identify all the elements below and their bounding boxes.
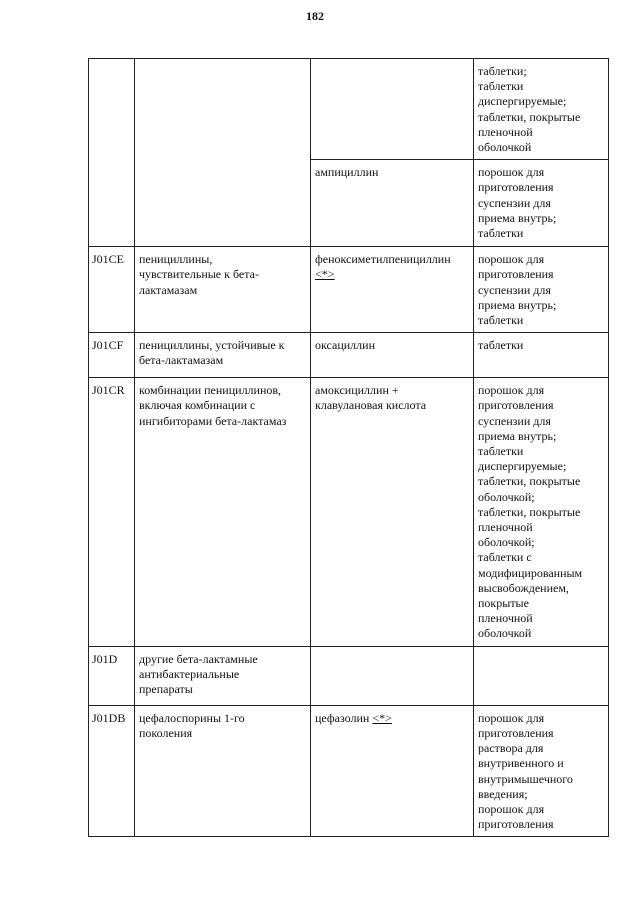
dosage-form-line: таблетки: [478, 338, 524, 353]
drug-group-cell: [135, 705, 311, 837]
dosage-form-line: приема внутрь;: [478, 210, 557, 225]
drug-group-line: ингибиторами бета-лактамаз: [139, 413, 287, 428]
drug-name-cell: [311, 705, 474, 837]
drug-group-cell: [135, 378, 311, 646]
table-row: [89, 247, 609, 333]
dosage-form-line: приготовления: [478, 267, 554, 282]
dosage-form-line: приготовления: [478, 398, 554, 413]
drug-group-line: другие бета-лактамные: [139, 651, 258, 666]
drug-group-line: бета-лактамазам: [139, 353, 224, 368]
dosage-form-line: диспергируемые;: [478, 94, 567, 109]
dosage-form-line: таблетки, покрытые: [478, 504, 581, 519]
dosage-form-line: раствора для: [478, 741, 544, 756]
drug-group-cell: [135, 333, 311, 378]
drug-group-line: лактамазам: [139, 282, 198, 297]
dosage-form-cell: [474, 160, 609, 247]
dosage-form-line: оболочкой: [478, 140, 532, 155]
dosage-form-line: таблетки, покрытые: [478, 109, 581, 124]
dosage-form-line: пленочной: [478, 520, 533, 535]
dosage-form-line: приготовления: [478, 180, 554, 195]
dosage-form-line: внутривенного и: [478, 756, 564, 771]
reference-mark-link[interactable]: <*>: [372, 710, 392, 725]
dosage-form-line: таблетки: [478, 226, 524, 241]
drug-group-line: пенициллины, устойчивые к: [139, 338, 285, 353]
atc-code-cell: J01CE: [89, 247, 135, 333]
drug-name-line: цефазолин: [315, 710, 370, 725]
drug-group-cell: [135, 247, 311, 333]
dosage-form-cell: [474, 705, 609, 837]
drug-table: [88, 58, 609, 837]
table-row: [89, 378, 609, 646]
atc-code-cell: J01CR: [89, 378, 135, 646]
drug-name-cell: [311, 247, 474, 333]
dosage-form-line: таблетки;: [478, 64, 527, 78]
table-row: [89, 646, 609, 705]
dosage-form-line: суспензии для: [478, 413, 551, 428]
drug-group-line: комбинации пенициллинов,: [139, 383, 282, 398]
dosage-form-line: модифицированным: [478, 565, 583, 580]
dosage-form-line: приема внутрь;: [478, 297, 557, 312]
table-row: [89, 59, 609, 160]
dosage-form-cell: [474, 646, 609, 705]
dosage-form-line: суспензии для: [478, 195, 551, 210]
drug-name-cell: [311, 160, 474, 247]
drug-group-cell: [135, 646, 311, 705]
dosage-form-line: диспергируемые;: [478, 459, 567, 474]
table-row: [89, 705, 609, 837]
drug-group-line: пенициллины,: [139, 252, 213, 267]
drug-name-cell: [311, 59, 474, 160]
dosage-form-line: порошок для: [478, 710, 545, 725]
drug-name-cell: [311, 333, 474, 378]
drug-name-line: ампициллин: [315, 165, 379, 180]
table-row: [89, 333, 609, 378]
dosage-form-line: порошок для: [478, 801, 545, 816]
dosage-form-cell: [474, 59, 609, 160]
dosage-form-line: оболочкой;: [478, 535, 535, 550]
drug-name-line: клавулановая кислота: [315, 398, 427, 413]
dosage-form-line: порошок для: [478, 165, 545, 180]
dosage-form-line: таблетки: [478, 79, 524, 94]
page-number: 182: [306, 9, 324, 23]
drug-name-line: оксациллин: [315, 338, 375, 353]
dosage-form-line: таблетки, покрытые: [478, 474, 581, 489]
drug-group-line: цефалоспорины 1-го: [139, 710, 245, 725]
atc-code-cell: [89, 59, 135, 247]
drug-group-cell: [135, 59, 311, 247]
dosage-form-line: приема внутрь;: [478, 428, 557, 443]
drug-name-line: феноксиметилпенициллин: [315, 252, 451, 267]
dosage-form-cell: [474, 247, 609, 333]
dosage-form-cell: [474, 333, 609, 378]
reference-mark-link[interactable]: <*>: [315, 267, 335, 282]
dosage-form-line: высвобождением,: [478, 580, 569, 595]
drug-name-line: амоксициллин +: [315, 383, 399, 398]
dosage-form-line: покрытые: [478, 596, 529, 611]
drug-name-cell: [311, 646, 474, 705]
drug-group-line: чувствительные к бета-: [139, 267, 259, 282]
drug-group-line: поколения: [139, 725, 193, 740]
atc-code-cell: J01D: [89, 646, 135, 705]
drug-name-cell: [311, 378, 474, 646]
dosage-form-cell: [474, 378, 609, 646]
dosage-form-line: оболочкой: [478, 626, 532, 641]
dosage-form-line: таблетки: [478, 444, 524, 459]
dosage-form-line: таблетки с: [478, 550, 532, 565]
dosage-form-line: внутримышечного: [478, 771, 573, 786]
atc-code-cell: J01DB: [89, 705, 135, 837]
drug-group-line: препараты: [139, 682, 193, 697]
drug-group-line: антибактериальные: [139, 666, 240, 681]
dosage-form-line: таблетки: [478, 313, 524, 328]
dosage-form-line: приготовления: [478, 817, 554, 832]
dosage-form-line: порошок для: [478, 383, 545, 398]
dosage-form-line: введения;: [478, 786, 528, 801]
dosage-form-line: суспензии для: [478, 282, 551, 297]
drug-group-line: включая комбинации с: [139, 398, 256, 413]
dosage-form-line: пленочной: [478, 124, 533, 139]
dosage-form-line: оболочкой;: [478, 489, 535, 504]
dosage-form-line: пленочной: [478, 611, 533, 626]
dosage-form-line: порошок для: [478, 252, 545, 267]
atc-code-cell: J01CF: [89, 333, 135, 378]
dosage-form-line: приготовления: [478, 725, 554, 740]
